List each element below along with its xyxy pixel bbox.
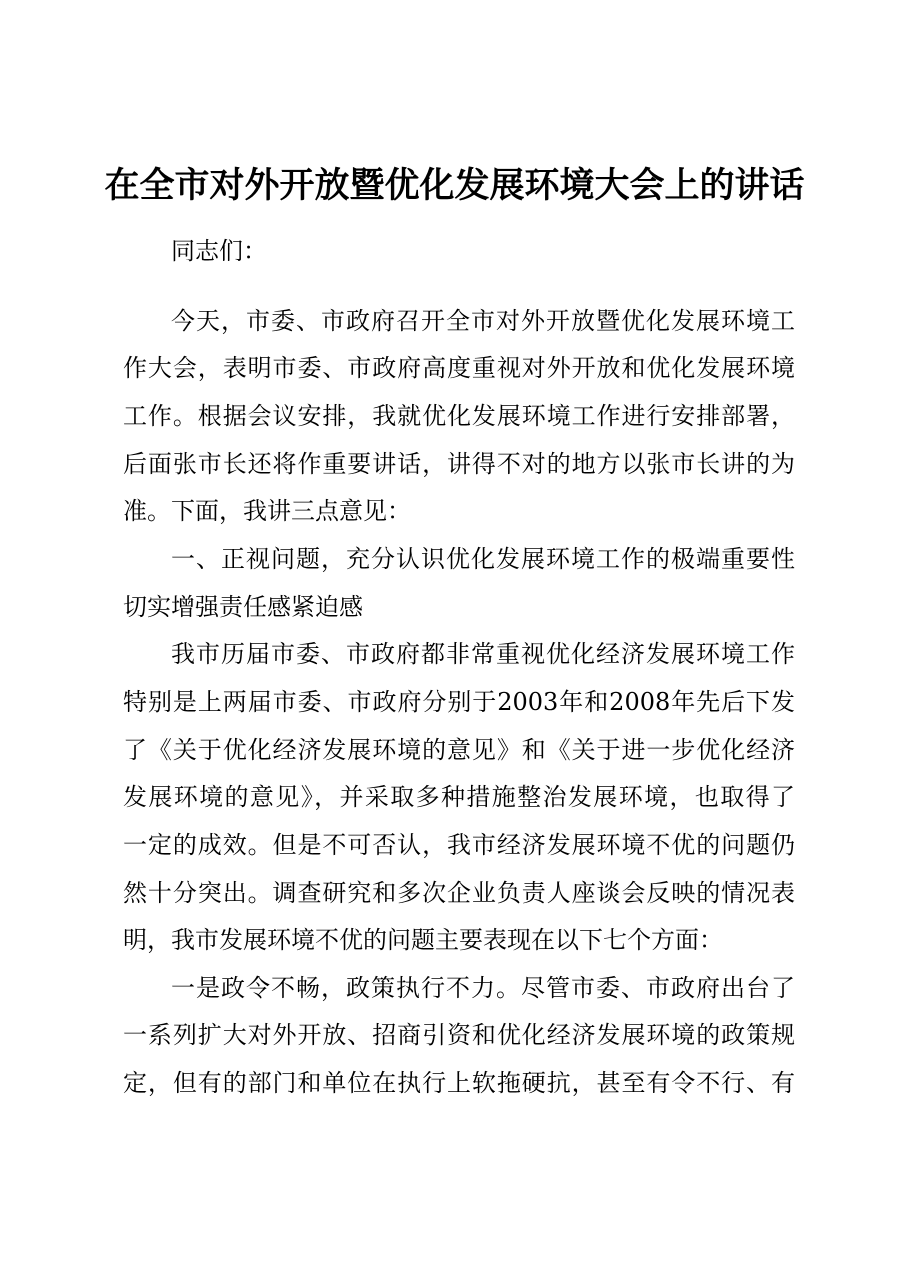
paragraph-line: 发展环境的意见》，并采取多种措施整治发展环境，也取得了 <box>123 783 795 811</box>
document-title: 在全市对外开放暨优化发展环境大会上的讲话 <box>104 165 805 206</box>
paragraph-line: 工作。根据会议安排，我就优化发展环境工作进行安排部署， <box>123 402 795 430</box>
paragraph-line: 定，但有的部门和单位在执行上软拖硬抗，甚至有令不行、有 <box>123 1069 795 1097</box>
paragraph-line: 一是政令不畅，政策执行不力。尽管市委、市政府出台了 <box>171 974 795 1002</box>
paragraph-line: 一系列扩大对外开放、招商引资和优化经济发展环境的政策规 <box>123 1021 795 1049</box>
section-heading-line: 切实增强责任感紧迫感 <box>123 593 363 621</box>
paragraph-line: 明，我市发展环境不优的问题主要表现在以下七个方面： <box>123 926 723 954</box>
paragraph-line: 了《关于优化经济发展环境的意见》和《关于进一步优化经济 <box>123 736 795 764</box>
paragraph-line: 作大会，表明市委、市政府高度重视对外开放和优化发展环境 <box>123 354 795 382</box>
paragraph-line: 一定的成效。但是不可否认，我市经济发展环境不优的问题仍 <box>123 831 795 859</box>
paragraph-line: 今天，市委、市政府召开全市对外开放暨优化发展环境工 <box>171 307 795 335</box>
paragraph-line: 准。下面，我讲三点意见： <box>123 497 411 525</box>
section-heading-line: 一、正视问题，充分认识优化发展环境工作的极端重要性 <box>171 545 795 573</box>
paragraph-line: 我市历届市委、市政府都非常重视优化经济发展环境工作 <box>171 640 795 668</box>
paragraph-line: 然十分突出。调查研究和多次企业负责人座谈会反映的情况表 <box>123 879 795 907</box>
paragraph-line: 后面张市长还将作重要讲话，讲得不对的地方以张市长讲的为 <box>123 450 795 478</box>
salutation-line: 同志们： <box>171 237 267 265</box>
paragraph-line: 特别是上两届市委、市政府分别于2003年和2008年先后下发 <box>123 688 795 716</box>
